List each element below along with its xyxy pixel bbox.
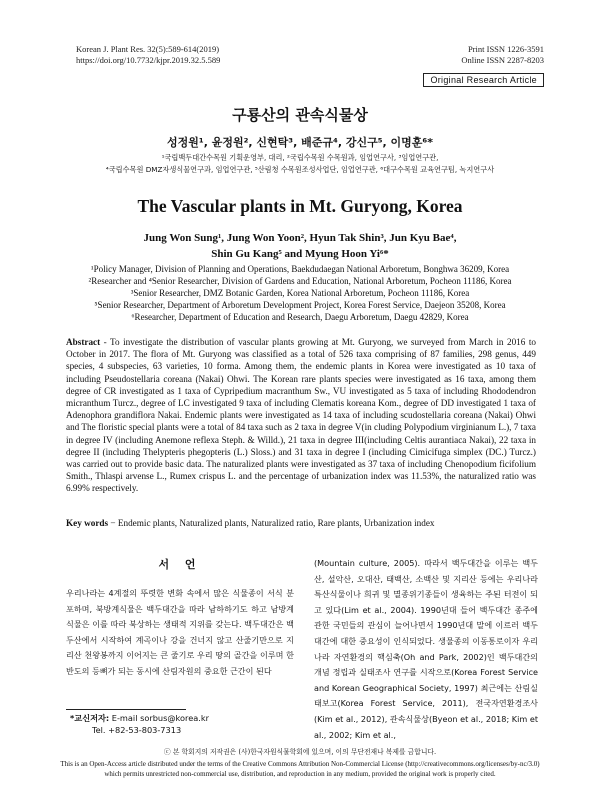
journal-citation	[76, 44, 220, 66]
english-author-line: Jung Won Sung¹, Jung Won Yoon², Hyun Tak Shin³, Jun Kyu Bae⁴,	[143, 232, 457, 244]
corresponding-author-footnote	[70, 712, 209, 737]
english-affiliations	[40, 263, 560, 323]
corresponding-phone: Tel. +82-53-803-7313	[92, 725, 182, 736]
korean-affiliation-line: ⁴국립수목원 DMZ자생식물연구과, 임업연구관, ⁵산림청 수목원조성사업단, 임업연구관, ⁶대구수목원 교육연구팀, 녹지연구사	[105, 165, 495, 174]
english-affiliation-line: ⁶Researcher, Department of Education and Research, Daegu Arboretum, Daegu 42829, Korea	[131, 312, 469, 322]
keywords-label: Key words	[66, 518, 109, 528]
copyright-notice: ⓒ 본 학회지의 저작권은 (사)한국자원식물학회에 있으며, 이의 무단전재나 복제를 금합니다.	[163, 748, 437, 756]
keywords	[66, 517, 536, 529]
english-title: The Vascular plants in Mt. Guryong, Korea	[137, 196, 463, 216]
license-notice	[40, 760, 560, 779]
corresponding-email[interactable]: E-mail sorbus@korea.kr	[109, 713, 209, 723]
english-affiliation-line: ¹Policy Manager, Division of Planning and Operations, Baekdudaegan National Arboretum, Bonghwa 36209, Korea	[90, 264, 510, 274]
article-type-badge: Original Research Article	[423, 73, 544, 87]
journal-name: Korean J. Plant Res. 32(5):589-614(2019)	[76, 44, 220, 54]
license-line: This is an Open-Access article distributed under the terms of the Creative Commons Attribution Non-Commercial License (http://creativecommons.org/licenses/by-nc/3.0)	[60, 760, 540, 768]
korean-affiliation-line: ¹국립백두대간수목원 기획운영부, 대리, ²국립수목원 수목원과, 임업연구사, ³임업연구관,	[161, 153, 439, 162]
korean-affiliations	[48, 152, 552, 176]
footnote-divider	[66, 709, 186, 710]
corresponding-author-label: *교신저자:	[70, 713, 110, 723]
english-affiliation-line: ³Senior Researcher, DMZ Botanic Garden, Korea National Arboretum, Pocheon 11186, Korea	[130, 288, 470, 298]
english-affiliation-line: ²Researcher and ⁴Senior Researcher, Division of Gardens and Education, National Arboretum, Pocheon 11186, Korea	[88, 276, 512, 286]
issn-block	[461, 44, 544, 66]
korean-title: 구룡산의 관속식물상	[232, 106, 368, 124]
license-line: which permits unrestricted non-commercial use, distribution, and reproduction in any medium, provided the original work is properly cited.	[104, 769, 496, 778]
english-author-line: Shin Gu Kang⁵ and Myung Hoon Yi⁶*	[211, 248, 389, 260]
english-authors	[0, 230, 600, 262]
introduction-right-column: (Mountain culture, 2005). 따라서 백두대간을 이루는 백두산, 설악산, 오대산, 태백산, 소백산 및 지리산 등에는 우리나라 특산식물이나 희귀 및 멸종위기종들이 생육하는 주된 터전이 되고 있다(Lim et al., 2004). 1990년대 들어 백두대간 종주에 관한 국민들의 관심이 늘어나면서 1990년대 말에 이르러 백두대간에 대한 중요성이 인식되었다. 생물종의 이동통로이자 우리나라 자연환경의 핵심축(Oh and Park, 2002)인 백두대간의 개념 정립과 실태조사 연구를 시작으로(Korea Forest Service and Korean Geographical Society, 1997) 최근에는 산림실태보고(Korea Forest Service, 2011), 전국자연환경조사(Kim et al., 2012), 관속식물상(Byeon et al., 2018; Kim et al., 2002; Kim et al.,	[314, 558, 538, 740]
abstract	[66, 336, 536, 495]
korean-authors: 성정원¹, 윤정원², 신현탁³, 배준규⁴, 강신구⁵, 이명훈⁶*	[167, 136, 433, 149]
abstract-label: Abstract	[66, 337, 101, 347]
print-issn: Print ISSN 1226-3591	[467, 44, 544, 54]
introduction-heading: 서 언	[158, 558, 202, 571]
online-issn: Online ISSN 2287-8203	[461, 55, 544, 65]
introduction-left-column: 우리나라는 4계절의 뚜렷한 변화 속에서 많은 식물종이 서식 분포하며, 북방계식물은 백두대간을 따라 남하하기도 하고 남방계 식물은 이를 따라 북상하는 생태적 지위를 갖는다. 백두대간은 백두산에서 시작하여 계곡이나 강을 건너지 않고 산줄기만으로 지리산 천왕봉까지 이어지는 큰 줄기로 우리 땅의 골간을 이루며 한반도의 등뼈가 되는 동시에 산림자원의 중요한 근간이 된다	[66, 588, 294, 676]
keywords-text: − Endemic plants, Naturalized plants, Naturalized ratio, Rare plants, Urbanization index	[108, 518, 435, 528]
abstract-text: - To investigate the distribution of vascular plants growing at Mt. Guryong, we surveyed from March in 2016 to October in 2017. The flora of Mt. Guryong was classified as a total of 526 taxa comprising of 87 families, 298 genus, 449 species, 4 subspecies, 63 varieties, 10 forma. Among them, the endemic plants in Korea were investigated as 10 taxa of including Pseudostellaria coreana (Nakai) Ohwi. The Korean rare plants species were investigated as 16 taxa, among them degree of CR investigated as 1 taxa of Cypripedium macranthum Sw., VU investigated as 5 taxa of including Rhododendron micranthum Turcz., degree of LC investigated 9 taxa of including Clematis koreana Kom., degree of DD investigated 1 taxa of Adenophora grandiflora Nakai. Endemic plants were investigated as 14 taxa of including scudostellaria coreana (Nakai) Ohwi and The floristic special plants were a total of 84 taxa such as 2 taxa in degree V(in cluding Polypodium virginianum L.), 7 taxa in degree IV (including Anemone reflexa Steph. & Willd.), 21 taxa in degree III(including Celtis aurantiaca Nakai), 22 taxa in degree II (including Thelypteris phegopteris (L.) Sloss.) and 31 taxa in degree I (including Cimicifuga simplex (DC.) Turcz.) was carried out to provide basic data. The naturalized plants were investigated as 37 taxa of including Chenopodium ficifolium Smith., Thlaspi arvense L., Rumex crispus L. and the percentage of urbanization index was 11.53%, the naturalized ratio was 6.99% respectively.	[66, 337, 536, 494]
doi-link[interactable]: https://doi.org/10.7732/kjpr.2019.32.5.589	[76, 55, 221, 65]
english-affiliation-line: ⁵Senior Researcher, Department of Arboretum Development Project, Korea Forest Service, Daejeon 35208, Korea	[94, 300, 506, 310]
